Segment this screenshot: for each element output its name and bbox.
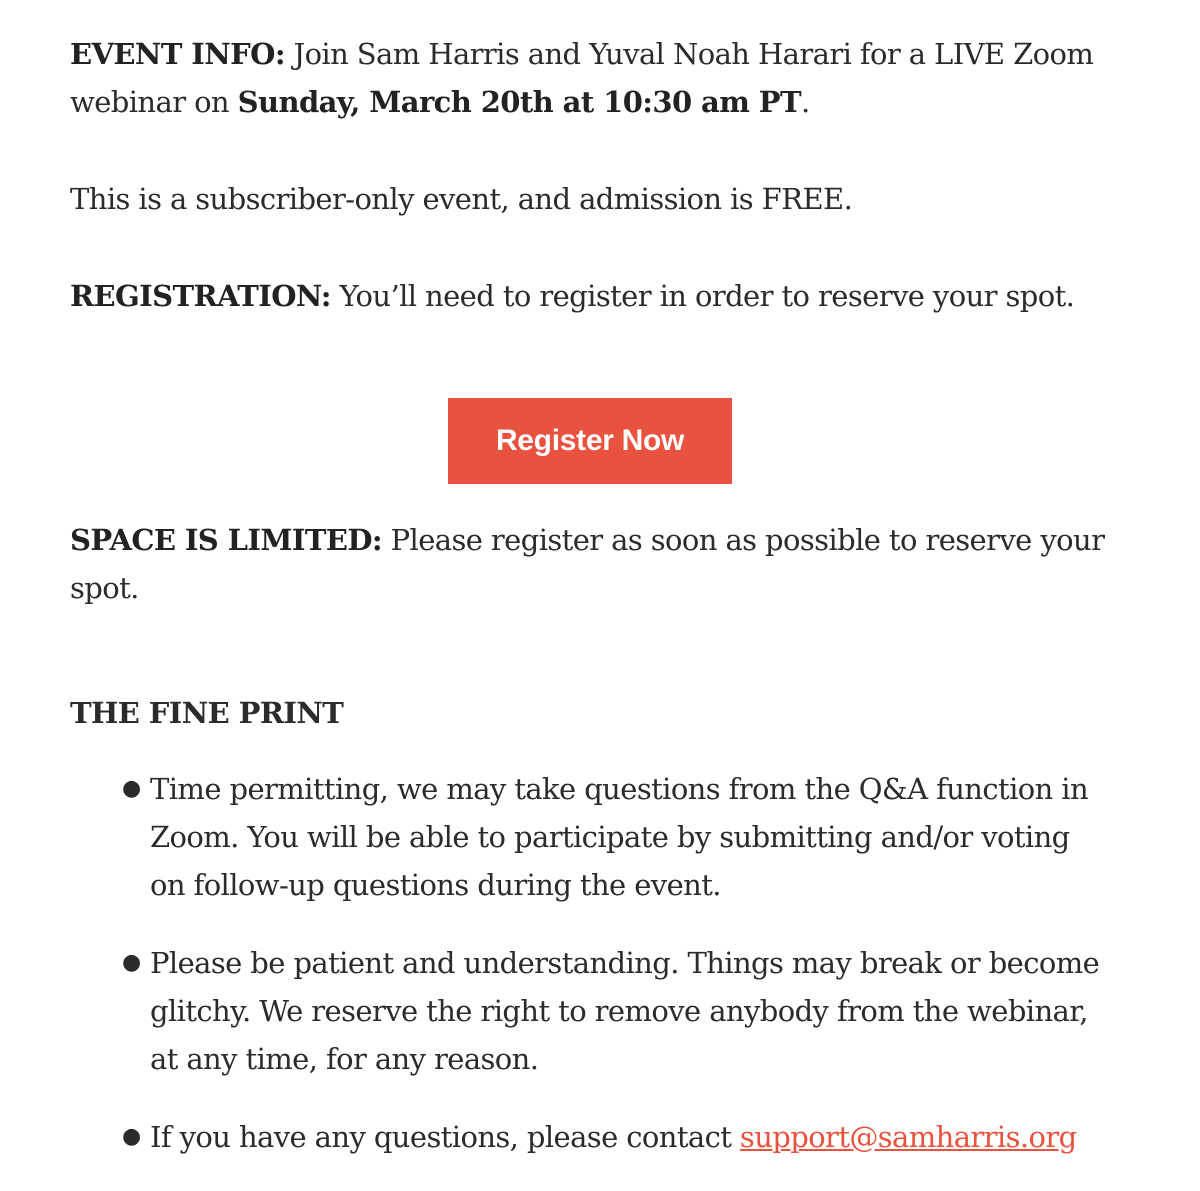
event-info-period: . (801, 85, 810, 119)
registration-paragraph (70, 272, 1074, 320)
list-item-text: Please be patient and understanding. Things may break or become glitchy. We reserve the right to remove anybody from the webinar, at any time, for any reason. (150, 946, 1100, 1076)
event-info-paragraph (70, 30, 1130, 126)
list-item (122, 939, 1110, 1083)
list-item (122, 765, 1110, 909)
list-item-text: Time permitting, we may take questions from the Q&A function in Zoom. You will be able to participate by submitting and/or voting on follow-up questions during the event. (150, 772, 1089, 902)
admission-paragraph: This is a subscriber-only event, and admission is FREE. (70, 182, 853, 216)
support-email-link[interactable]: support@samharris.org (739, 1120, 1077, 1154)
register-button-container (448, 398, 732, 484)
list-item-text: If you have any questions, please contact (150, 1120, 740, 1154)
event-info-label: EVENT INFO: (70, 37, 285, 71)
list-item (122, 1113, 1110, 1161)
event-date: Sunday, March 20th at 10:30 am PT (237, 85, 801, 119)
event-info-text: Join Sam Harris and Yuval Noah Harari for a LIVE Zoom webinar on (70, 37, 1094, 119)
space-limited-paragraph (70, 516, 1130, 612)
bullet-icon: ● (122, 950, 141, 975)
fine-print-list (70, 765, 1110, 1191)
registration-text: You’ll need to register in order to reserve your spot. (330, 279, 1075, 313)
space-limited-text: Please register as soon as possible to reserve your spot. (70, 523, 1105, 605)
bullet-icon: ● (122, 776, 141, 801)
registration-label: REGISTRATION: (70, 279, 331, 313)
space-limited-label: SPACE IS LIMITED: (70, 523, 382, 557)
fine-print-heading: THE FINE PRINT (70, 696, 344, 730)
bullet-icon: ● (122, 1124, 141, 1149)
register-now-button[interactable]: Register Now (448, 398, 732, 484)
